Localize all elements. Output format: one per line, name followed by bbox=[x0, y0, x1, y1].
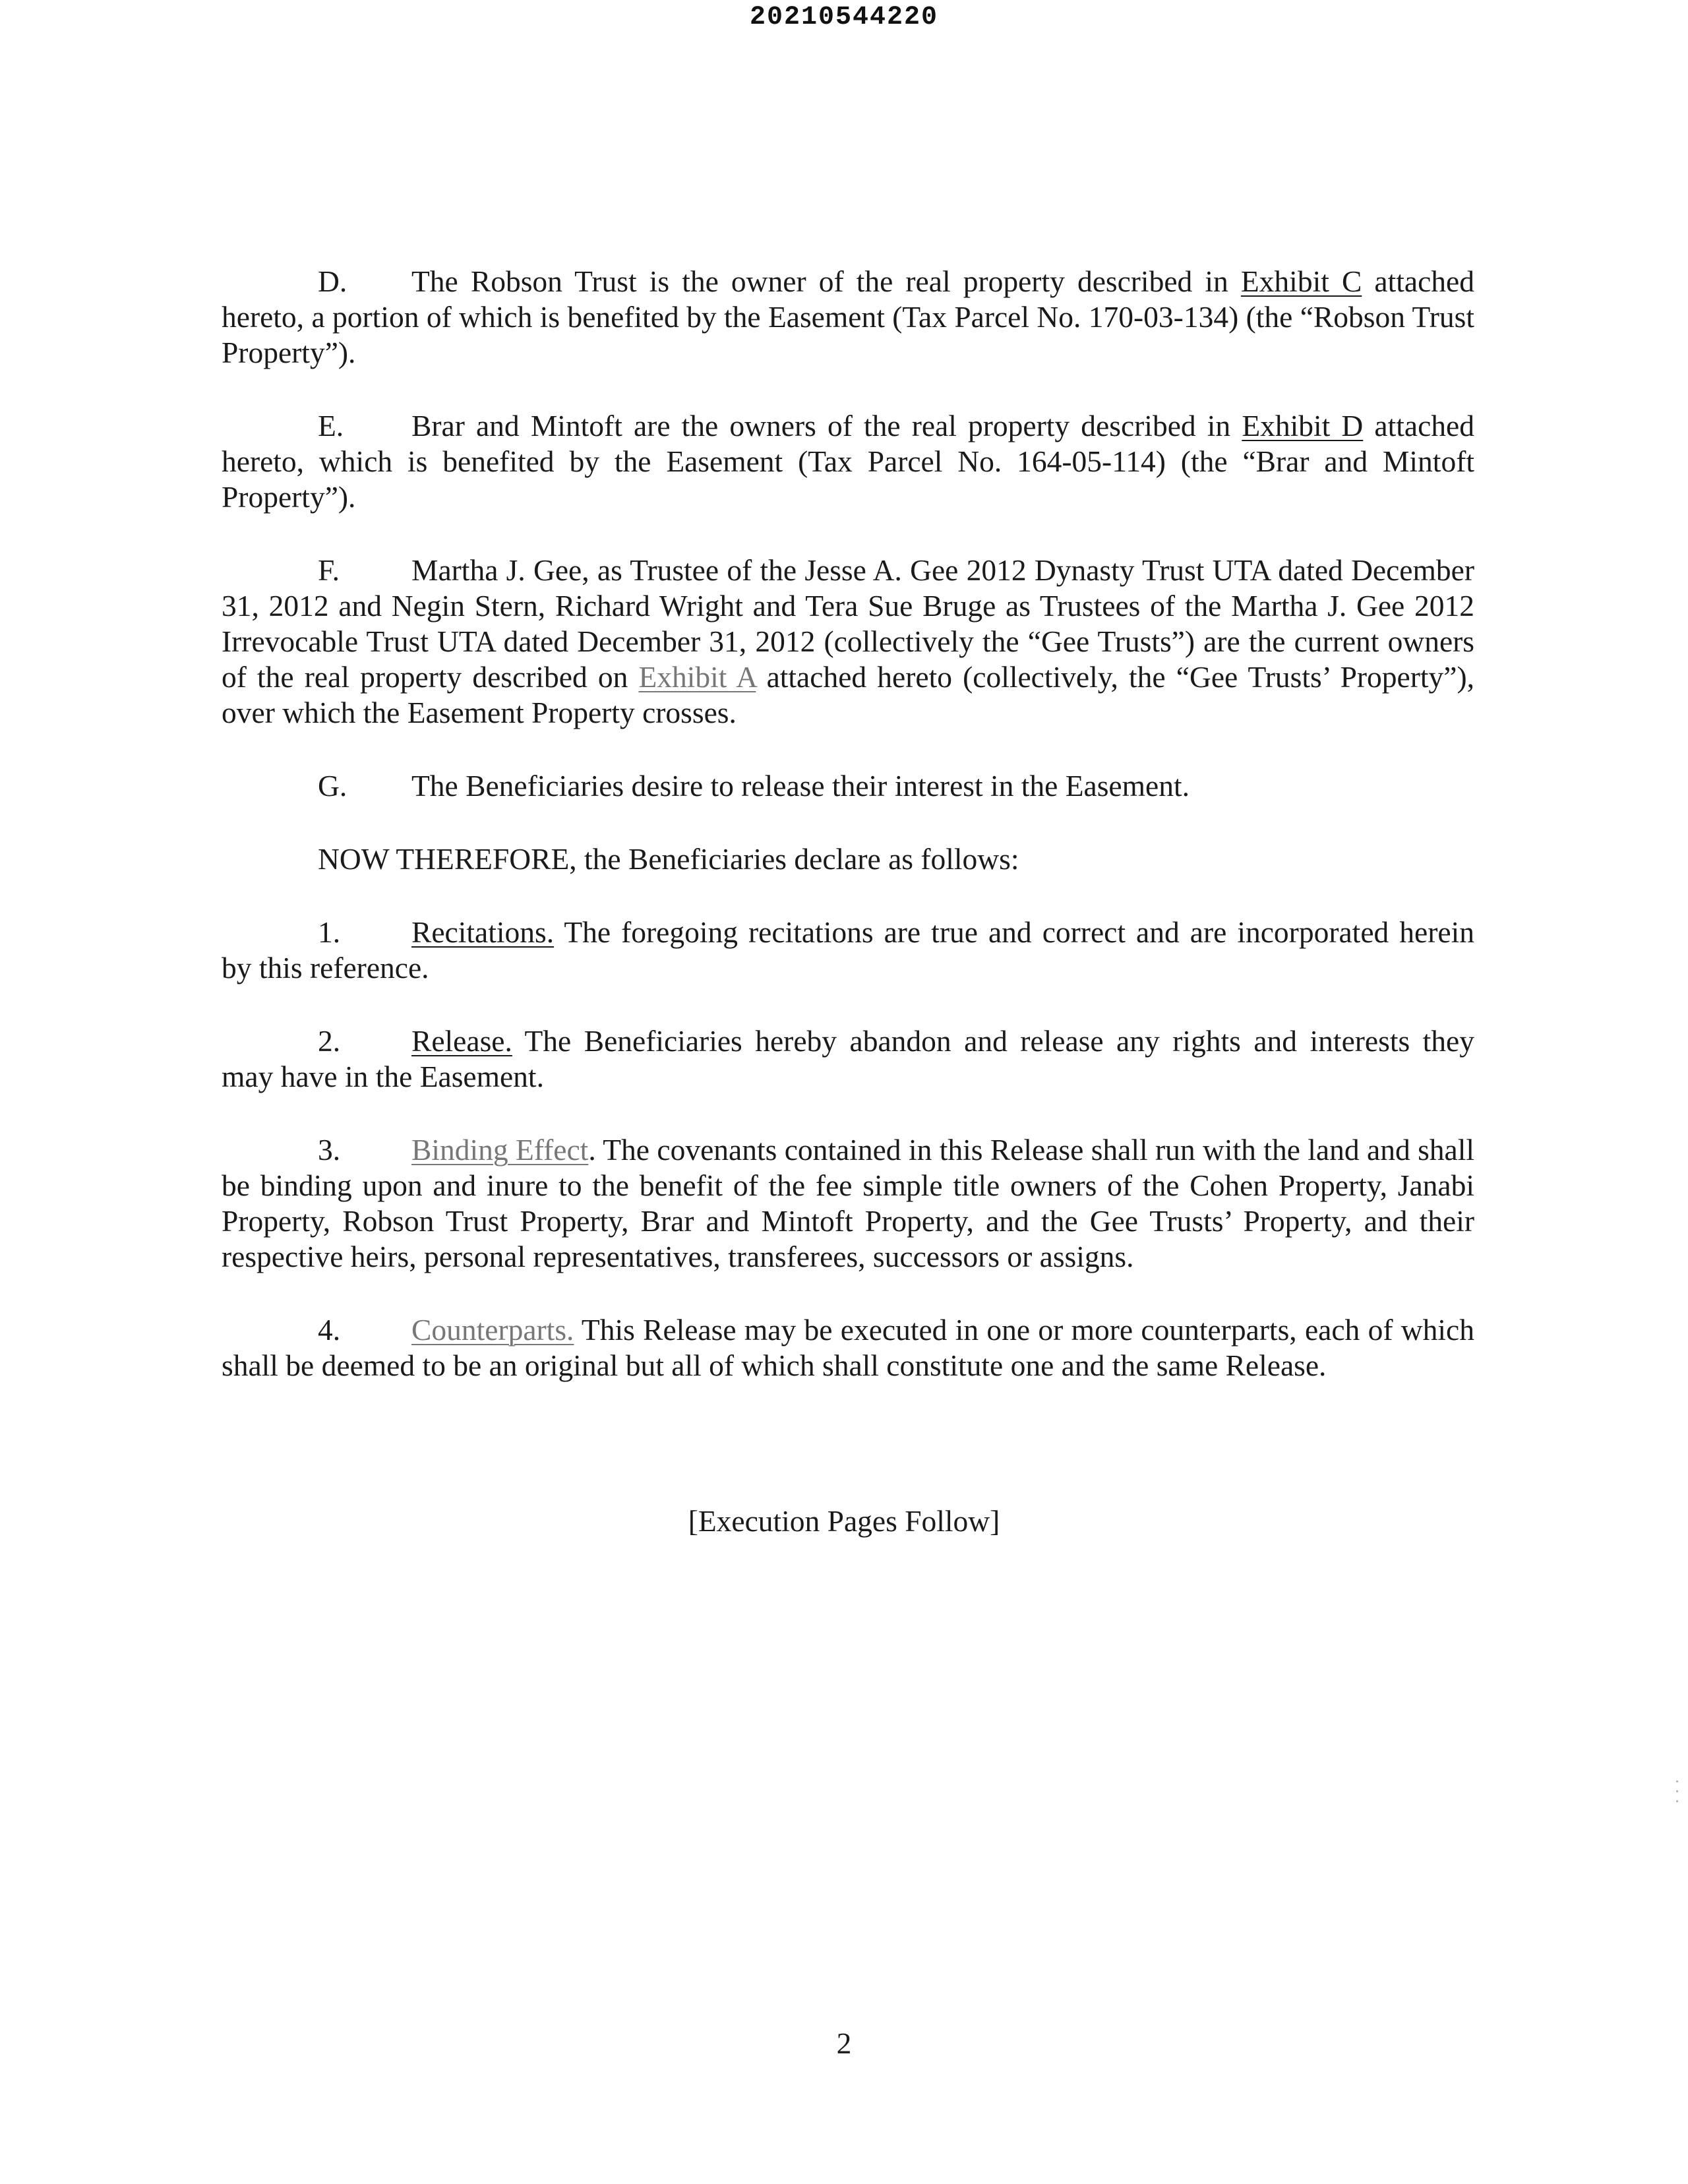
recital-text: Brar and Mintoft are the owners of the real property described in bbox=[411, 409, 1242, 442]
document-body bbox=[222, 264, 1474, 1383]
recital-text: The Robson Trust is the owner of the real property described in bbox=[411, 264, 1241, 298]
recital-label: G. bbox=[318, 769, 347, 803]
exhibit-d-reference: Exhibit D bbox=[1242, 409, 1364, 442]
recital-label: F. bbox=[318, 553, 340, 587]
document-number: 20210544220 bbox=[749, 3, 939, 32]
scan-artifact bbox=[1676, 1780, 1680, 1846]
section-text: The foregoing recitations are true and correct and are incorporated herein by this reference. bbox=[222, 915, 1474, 985]
section-number: 2. bbox=[318, 1024, 341, 1058]
recital-label: E. bbox=[318, 409, 344, 442]
exhibit-c-reference: Exhibit C bbox=[1240, 264, 1362, 298]
section-text: This Release may be executed in one or more counterparts, each of which shall be deemed to be an original but all of which shall constitute one and the same Release. bbox=[222, 1313, 1474, 1382]
section-number: 4. bbox=[318, 1313, 341, 1347]
section-number: 1. bbox=[318, 915, 341, 949]
execution-pages-note: [Execution Pages Follow] bbox=[688, 1504, 1000, 1538]
section-number: 3. bbox=[318, 1133, 341, 1167]
section-binding-effect bbox=[222, 1132, 1474, 1275]
recital-label: D. bbox=[318, 264, 347, 298]
recital-e bbox=[222, 408, 1474, 515]
recital-text: attached hereto (collectively, the “Gee Trusts’ Property”), over which the Easement Property crosses. bbox=[222, 660, 1475, 729]
recital-g bbox=[222, 768, 1474, 804]
now-therefore-clause: NOW THEREFORE, the Beneficiaries declare as follows: bbox=[318, 842, 1019, 876]
section-recitations bbox=[222, 915, 1474, 986]
section-counterparts bbox=[222, 1312, 1474, 1383]
recital-text: The Beneficiaries desire to release their interest in the Easement. bbox=[411, 769, 1190, 803]
section-heading: Release. bbox=[411, 1024, 512, 1058]
exhibit-a-reference: Exhibit A bbox=[638, 660, 756, 694]
section-heading: Binding Effect bbox=[411, 1133, 589, 1167]
recital-text: attached hereto, a portion of which is benefited by the Easement (Tax Parcel No. 170-03-134) (the “Robson Trust Property”). bbox=[222, 264, 1474, 369]
section-release bbox=[222, 1023, 1474, 1095]
section-text: . The covenants contained in this Release shall run with the land and shall be binding upon and inure to the benefit of the fee simple title owners of the Cohen Property, Janabi Property, Robson Trust Property, Brar and Mintoft Property, and the Gee Trusts’ Property, and their respective heirs, personal representatives, transferees, successors or assigns. bbox=[222, 1133, 1475, 1273]
recital-text: Martha J. Gee, as Trustee of the Jesse A. Gee 2012 Dynasty Trust UTA dated December 31, 2012 and Negin Stern, Richard Wright and Tera Sue Bruge as Trustees of the Martha J. Gee 2012 Irrevocable Trust UTA dated December 31, 2012 (collectively the “Gee Trusts”) are the current owners of the real property described on bbox=[222, 553, 1474, 694]
recital-f bbox=[222, 553, 1474, 731]
section-heading: Counterparts. bbox=[411, 1313, 574, 1347]
recital-d bbox=[222, 264, 1474, 371]
recital-text: attached hereto, which is benefited by the Easement (Tax Parcel No. 164-05-114) (the “Brar and Mintoft Property”). bbox=[222, 409, 1474, 514]
page-number: 2 bbox=[836, 2026, 852, 2060]
section-heading: Recitations. bbox=[411, 915, 555, 949]
section-text: The Beneficiaries hereby abandon and release any rights and interests they may have in the Easement. bbox=[222, 1024, 1474, 1093]
